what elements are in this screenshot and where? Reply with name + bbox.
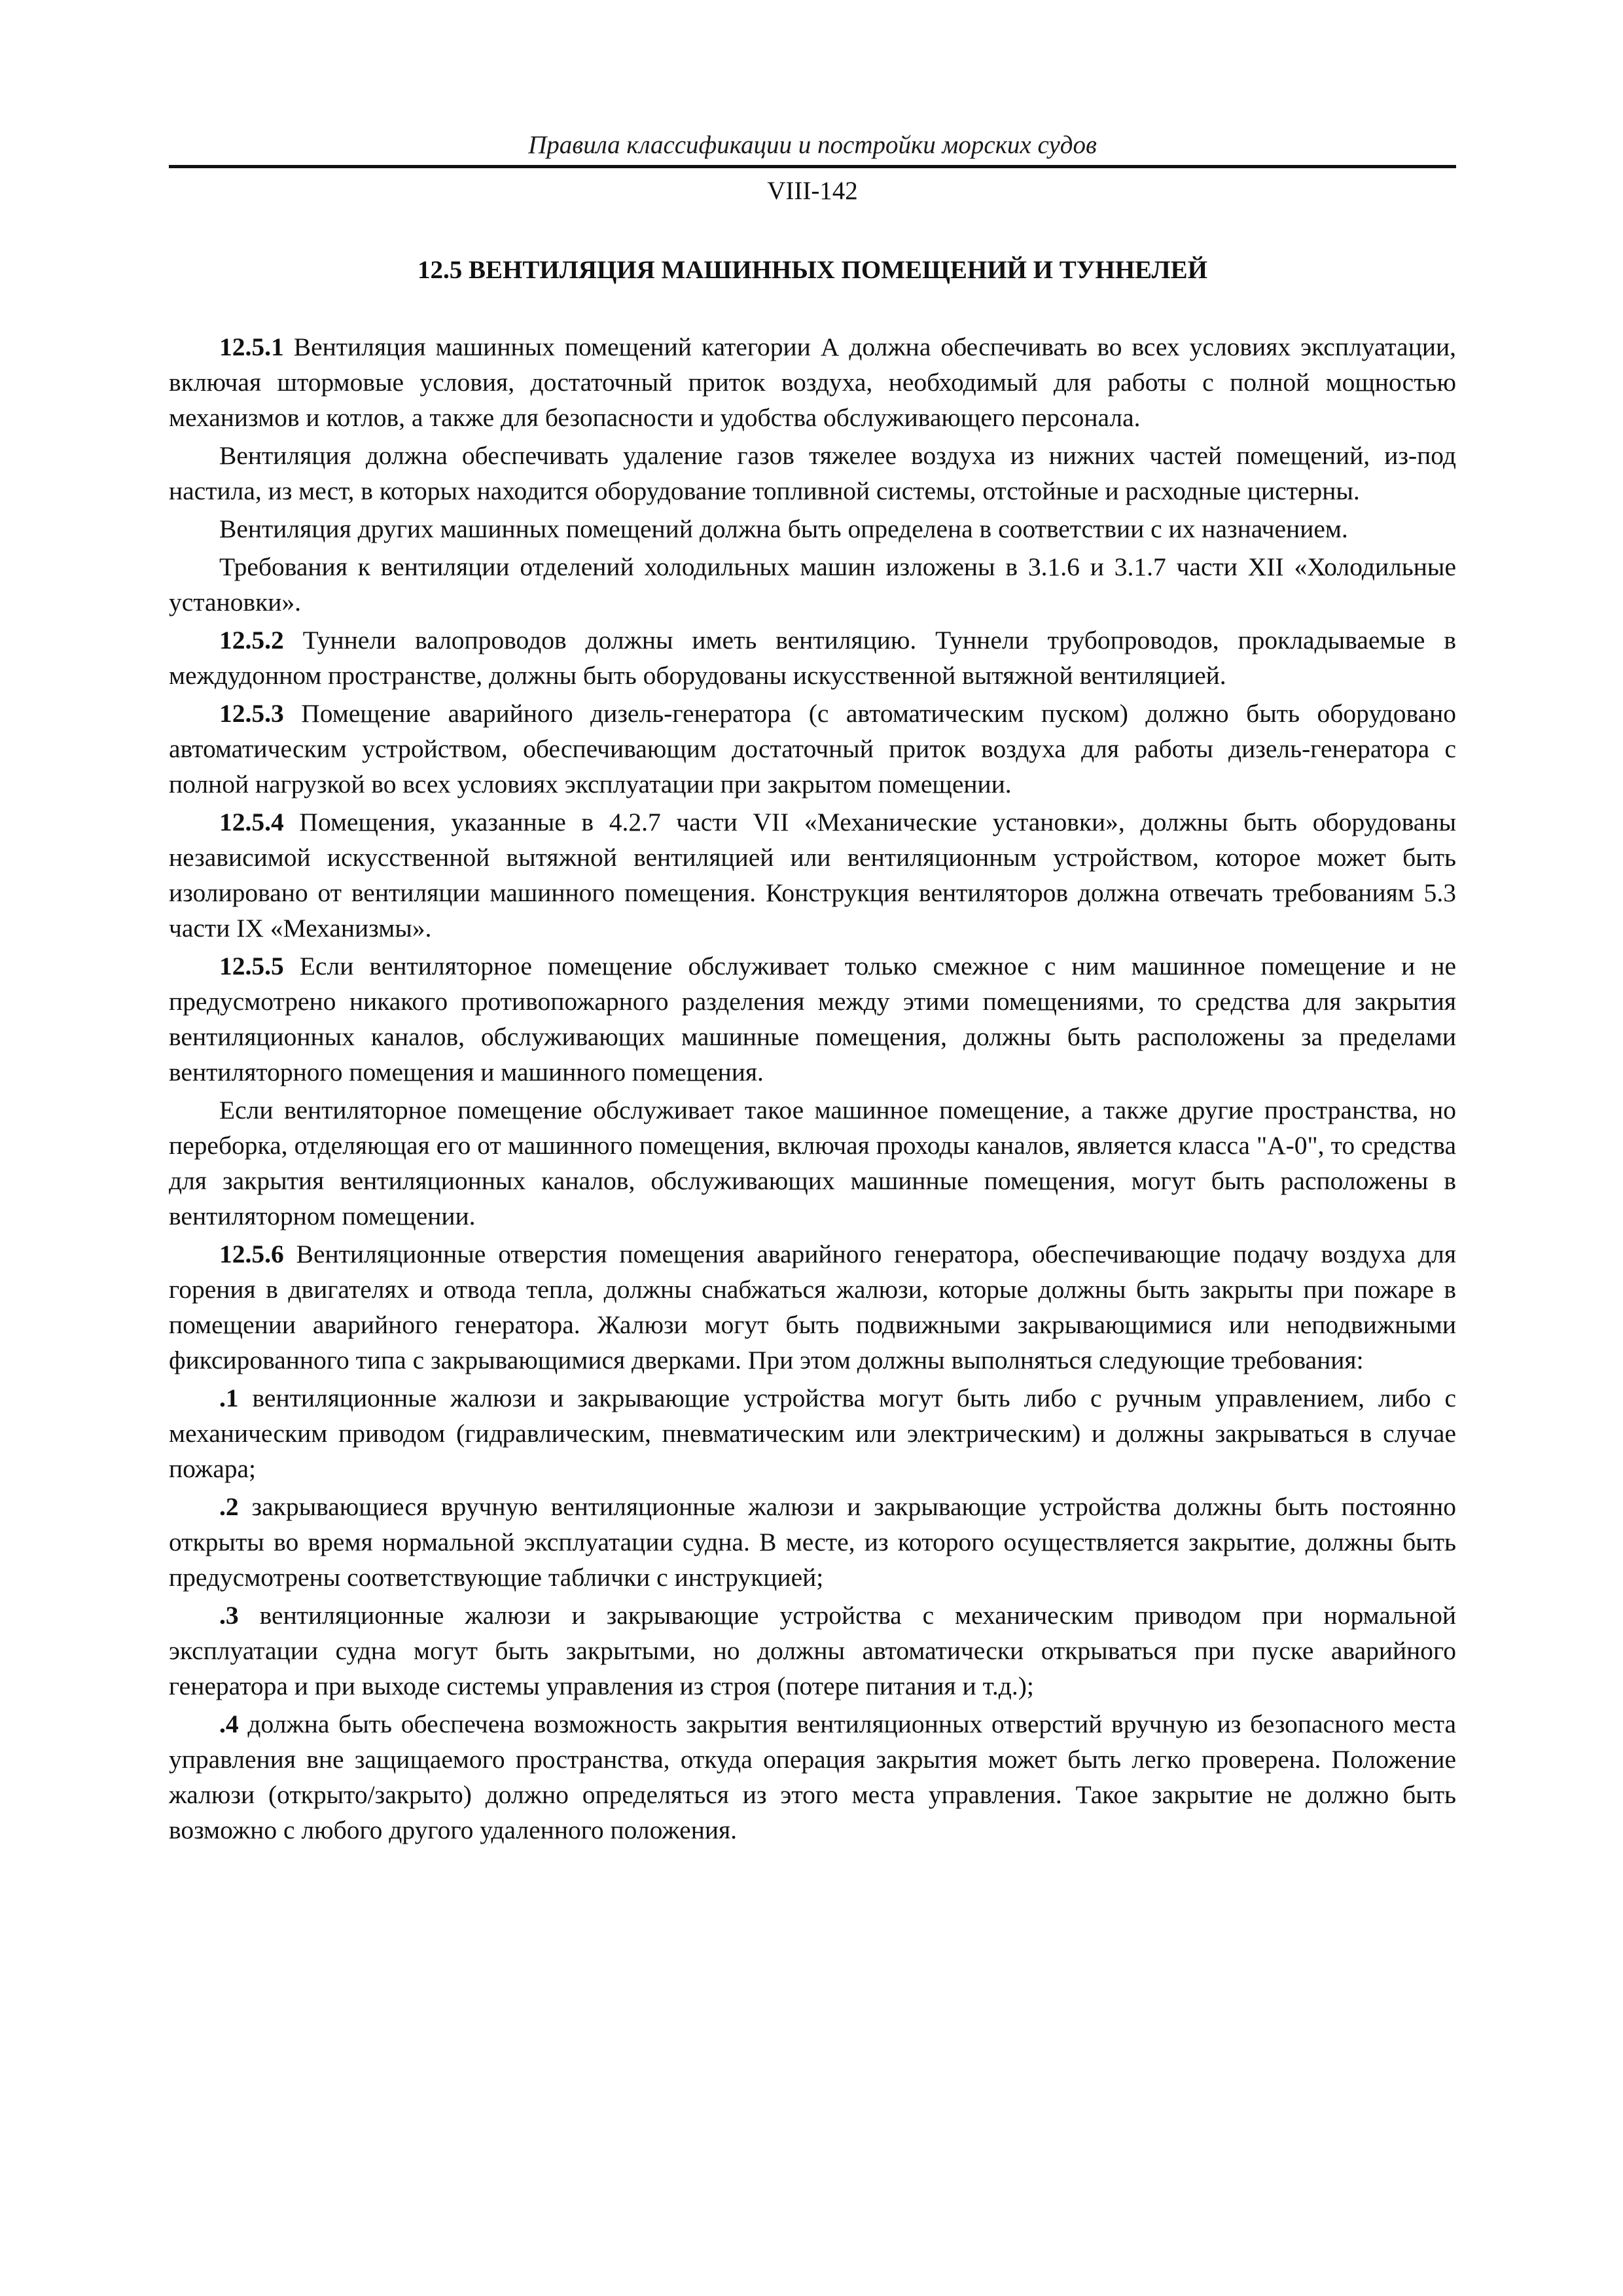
list-item-2	[169, 1489, 1456, 1595]
list-item-3	[169, 1598, 1456, 1704]
section-title: 12.5 ВЕНТИЛЯЦИЯ МАШИННЫХ ПОМЕЩЕНИЙ И ТУННЕЛЕЙ	[418, 256, 1207, 284]
paragraph-12-5-1-gases	[169, 438, 1456, 509]
paragraph-text: Если вентиляторное помещение обслуживает такое машинное помещение, а также другие пространства, но переборка, отделяющая его от машинного помещения, включая проходы каналов, является класса "А-0", то средства для закрытия вентиляционных каналов, обслуживающих машинные помещения, могут быть расположены в вентиляторном помещении.	[169, 1096, 1456, 1230]
running-title: Правила классификации и постройки морских судов	[528, 131, 1097, 159]
clause-number: 12.5.6	[219, 1240, 284, 1268]
paragraph-12-5-1-other-spaces	[169, 511, 1456, 547]
paragraph-12-5-1	[169, 329, 1456, 435]
paragraph-12-5-5	[169, 948, 1456, 1090]
list-number: .3	[219, 1601, 239, 1630]
paragraph-text: вентиляционные жалюзи и закрывающие устройства могут быть либо с ручным управлением, либо с механическим приводом (гидравлическим, пневматическим или электрическим) и должны закрываться в случае пожара;	[169, 1384, 1456, 1483]
clause-number: 12.5.4	[219, 808, 284, 836]
paragraph-text: Если вентиляторное помещение обслуживает только смежное с ним машинное помещение и не предусмотрено никакого противопожарного разделения между этими помещениями, то средства для закрытия вентиляционных каналов, обслуживающих машинные помещения, должны быть расположены за пределами вентиляторного помещения и машинного помещения.	[169, 952, 1456, 1086]
list-number: .1	[219, 1384, 239, 1412]
paragraph-text: Вентиляционные отверстия помещения аварийного генератора, обеспечивающие подачу воздуха для горения в двигателях и отвода тепла, должны снабжаться жалюзи, которые должны быть закрыты при пожаре в помещении аварийного генератора. Жалюзи могут быть подвижными закрывающимися или неподвижными фиксированного типа с закрывающимися дверками. При этом должны выполняться следующие требования:	[169, 1240, 1456, 1374]
list-number: .2	[219, 1492, 239, 1521]
list-number: .4	[219, 1710, 239, 1738]
paragraph-text: Требования к вентиляции отделений холодильных машин изложены в 3.1.6 и 3.1.7 части XII «Холодильные установки».	[169, 552, 1456, 617]
paragraph-12-5-3	[169, 696, 1456, 802]
page-number: VIII-142	[767, 177, 858, 205]
document-page	[169, 128, 1456, 1850]
paragraph-12-5-5-a0	[169, 1092, 1456, 1234]
paragraph-text: Вентиляция других машинных помещений должна быть определена в соответствии с их назначением.	[219, 514, 1348, 543]
paragraph-text: Вентиляция должна обеспечивать удаление газов тяжелее воздуха из нижних частей помещений, из-под настила, из мест, в которых находится оборудование топливной системы, отстойные и расходные цистерны.	[169, 441, 1456, 505]
clause-number: 12.5.5	[219, 952, 284, 980]
list-item-1	[169, 1380, 1456, 1486]
paragraph-12-5-6	[169, 1236, 1456, 1378]
paragraph-text: Вентиляция машинных помещений категории А должна обеспечивать во всех условиях эксплуатации, включая штормовые условия, достаточный приток воздуха, необходимый для работы с полной мощностью механизмов и котлов, а также для безопасности и удобства обслуживающего персонала.	[169, 332, 1456, 432]
paragraph-text: закрывающиеся вручную вентиляционные жалюзи и закрывающие устройства должны быть постоянно открыты во время нормальной эксплуатации судна. В месте, из которого осуществляется закрытие, должны быть предусмотрены соответствующие таблички с инструкцией;	[169, 1492, 1456, 1592]
paragraph-12-5-1-refrigeration	[169, 549, 1456, 620]
paragraph-text: Помещения, указанные в 4.2.7 части VII «Механические установки», должны быть оборудованы независимой искусственной вытяжной вентиляцией или вентиляционным устройством, которое может быть изолировано от вентиляции машинного помещения. Конструкция вентиляторов должна отвечать требованиям 5.3 части IX «Механизмы».	[169, 808, 1456, 942]
clause-number: 12.5.2	[219, 626, 284, 655]
paragraph-text: Туннели валопроводов должны иметь вентиляцию. Туннели трубопроводов, прокладываемые в междудонном пространстве, должны быть оборудованы искусственной вытяжной вентиляцией.	[169, 626, 1456, 690]
section-body	[169, 329, 1456, 1848]
list-item-4	[169, 1706, 1456, 1848]
paragraph-text: должна быть обеспечена возможность закрытия вентиляционных отверстий вручную из безопасного места управления вне защищаемого пространства, откуда операция закрытия может быть легко проверена. Положение жалюзи (открыто/закрыто) должно определяться из этого места управления. Такое закрытие не должно быть возможно с любого другого удаленного положения.	[169, 1710, 1456, 1844]
clause-number: 12.5.1	[219, 332, 284, 361]
clause-number: 12.5.3	[219, 699, 284, 728]
paragraph-text: вентиляционные жалюзи и закрывающие устройства с механическим приводом при нормальной эксплуатации судна могут быть закрытыми, но должны автоматически открываться при пуске аварийного генератора и при выходе системы управления из строя (потере питания и т.д.);	[169, 1601, 1456, 1700]
paragraph-12-5-4	[169, 804, 1456, 946]
paragraph-text: Помещение аварийного дизель-генератора (с автоматическим пуском) должно быть оборудовано автоматическим устройством, обеспечивающим достаточный приток воздуха для работы дизель-генератора с полной нагрузкой во всех условиях эксплуатации при закрытом помещении.	[169, 699, 1456, 798]
header-rule	[169, 165, 1456, 168]
paragraph-12-5-2	[169, 622, 1456, 693]
